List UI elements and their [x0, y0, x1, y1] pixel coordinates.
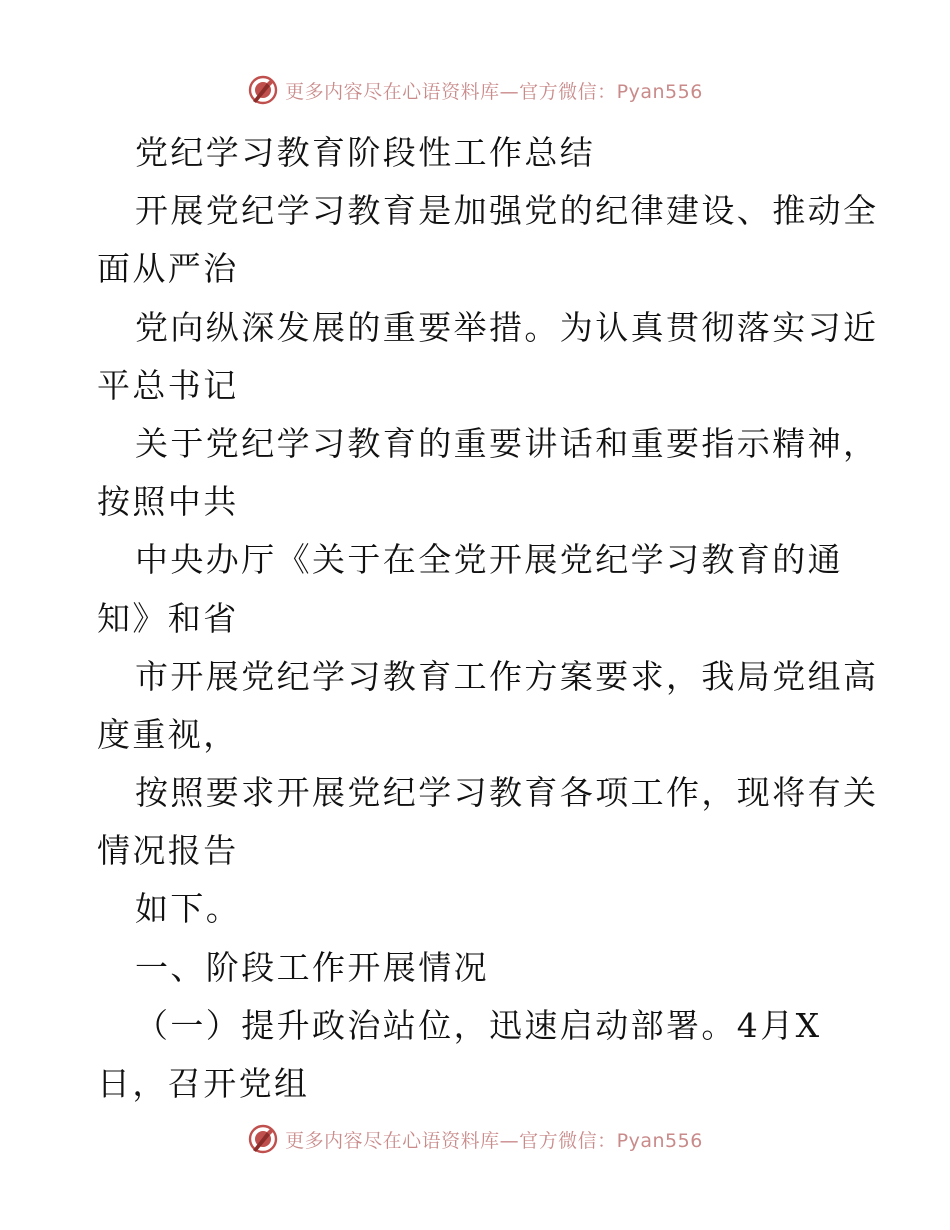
text-line: 关于党纪学习教育的重要讲话和重要指示精神， — [135, 423, 879, 463]
pen-seal-icon — [247, 74, 279, 106]
watermark-text: 更多内容尽在心语资料库—官方微信：Pyan556 — [285, 1129, 703, 1152]
footer-watermark — [0, 1123, 950, 1155]
text-line: 市开展党纪学习教育工作方案要求，我局党组高 — [135, 656, 879, 696]
text-line: 面从严治 — [97, 249, 239, 289]
text-line: 一、阶段工作开展情况 — [135, 947, 489, 987]
watermark-text: 更多内容尽在心语资料库—官方微信：Pyan556 — [285, 80, 703, 103]
text-line: 情况报告 — [97, 831, 239, 871]
pen-seal-icon — [247, 1123, 279, 1155]
text-line: 日，召开党组 — [97, 1064, 310, 1103]
text-line: 如下。 — [135, 889, 242, 929]
text-line: 度重视， — [97, 714, 239, 754]
text-line: （一）提升政治站位，迅速启动部署。4月X — [135, 1005, 822, 1045]
document-body — [97, 124, 879, 1113]
header-watermark — [0, 74, 950, 106]
text-line: 知》和省 — [97, 598, 239, 638]
text-line: 平总书记 — [97, 365, 239, 405]
text-line: 党向纵深发展的重要举措。为认真贯彻落实习近 — [135, 307, 879, 347]
text-line: 开展党纪学习教育是加强党的纪律建设、推动全 — [135, 191, 879, 231]
text-line: 按照中共 — [97, 482, 239, 522]
text-line: 党纪学习教育阶段性工作总结 — [135, 133, 596, 172]
text-line: 按照要求开展党纪学习教育各项工作，现将有关 — [135, 773, 879, 813]
text-line: 中央办厅《关于在全党开展党纪学习教育的通 — [135, 540, 843, 580]
